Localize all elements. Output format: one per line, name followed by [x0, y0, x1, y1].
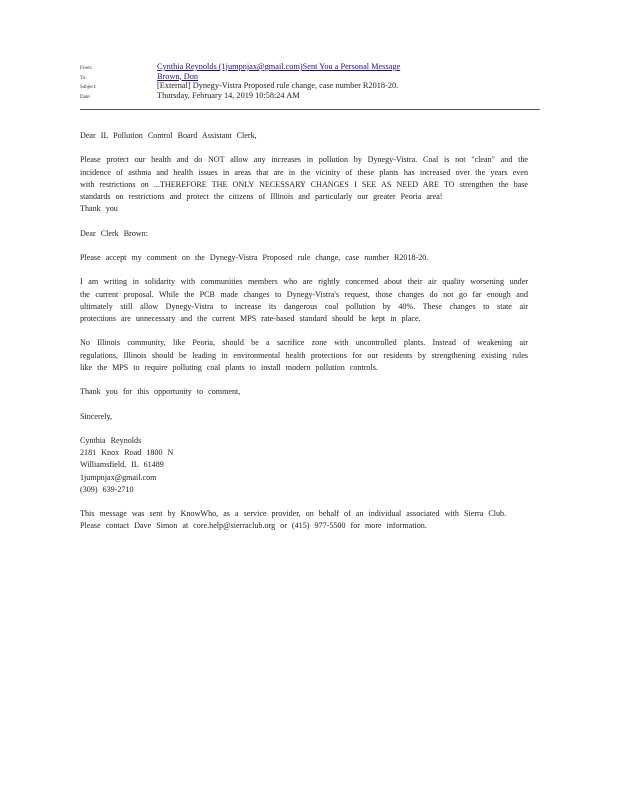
signature-city: Williamsfield, IL 61489 [80, 460, 164, 470]
thank-you: Thank you [80, 204, 118, 214]
signature-block [80, 435, 528, 496]
from-label: From: [80, 66, 93, 71]
paragraph-sacrifice-zone: No Illinois community, like Peoria, should be a sacrifice zone with uncontrolled plants. Instead of weakening air regulations, Illinois should be leading in environmental health protections for our residents by strengthening existing rules like the MPS to require polluting coal plants to install modern pollution controls. [80, 338, 528, 372]
date-label: Date: [80, 94, 91, 100]
email-body [80, 130, 528, 533]
footer-line-2: Please contact Dave Simon at core.help@sierraclub.org or (415) 977-5500 for more information. [80, 521, 427, 531]
paragraph-accept-comment: Please accept my comment on the Dynegy-Vistra Proposed rule change, case number R2018-20. [80, 252, 429, 262]
header-divider [80, 109, 540, 110]
paragraph-protect-health [80, 154, 528, 215]
thanks-opportunity: Thank you for this opportunity to comment, [80, 387, 241, 397]
footer-disclaimer [80, 508, 528, 532]
from-row [80, 62, 540, 71]
from-value-link[interactable]: Cynthia Reynolds (1jumpnjax@gmail.com)Sent You a Personal Message [157, 62, 401, 71]
subject-row [80, 81, 540, 90]
paragraph-solidarity: I am writing in solidarity with communities members who are rightly concerned about their air quality worsening under the current proposal. While the PCB made changes to Dynegy-Vistra's request, those changes do not go far enough and ultimately still allow Dynegy-Vistra to increase its dangerous coal pollution by 40%. These changes to state air protections are unnecessary and the current MPS rate-based standard should be kept in place. [80, 277, 528, 323]
date-row [80, 91, 540, 100]
signature-name: Cynthia Reynolds [80, 435, 142, 445]
signature-email: 1jumpnjax@gmail.com [80, 472, 157, 482]
signature-phone: (309) 639-2710 [80, 484, 134, 494]
subject-label: Subject: [80, 85, 97, 90]
to-row [80, 72, 540, 81]
signature-address: 2181 Knox Road 1800 N [80, 448, 174, 458]
to-value-link[interactable]: Brown, Don [157, 71, 199, 81]
paragraph-protect-health-text: Please protect our health and do NOT allow any increases in pollution by Dynegy-Vistra. Coal is not "clean" and the incidence of asthma and health issues in areas that are in the vicinity of these plants has increased over the years even with restrictions on ...THEREFORE THE ONLY NECESSARY CHANGES I SEE AS NEED ARE TO strengthen the base standards on restrictions and protect the citizens of Illinois and particularly our greater Peoria area! [80, 155, 528, 201]
date-value: Thursday, February 14, 2019 10:58:24 AM [157, 90, 300, 100]
greeting-assistant-clerk: Dear IL Pollution Control Board Assistant Clerk, [80, 131, 257, 140]
subject-value: [External] Dynegy-Vistra Proposed rule change, case number R2018-20. [157, 81, 399, 90]
email-header [80, 62, 540, 100]
greeting-clerk-brown: Dear Clerk Brown: [80, 228, 149, 238]
closing-sincerely: Sincerely, [80, 411, 113, 421]
to-label: To: [80, 75, 87, 81]
footer-line-1: This message was sent by KnowWho, as a service provider, on behalf of an individual associated with Sierra Club. [80, 509, 507, 519]
